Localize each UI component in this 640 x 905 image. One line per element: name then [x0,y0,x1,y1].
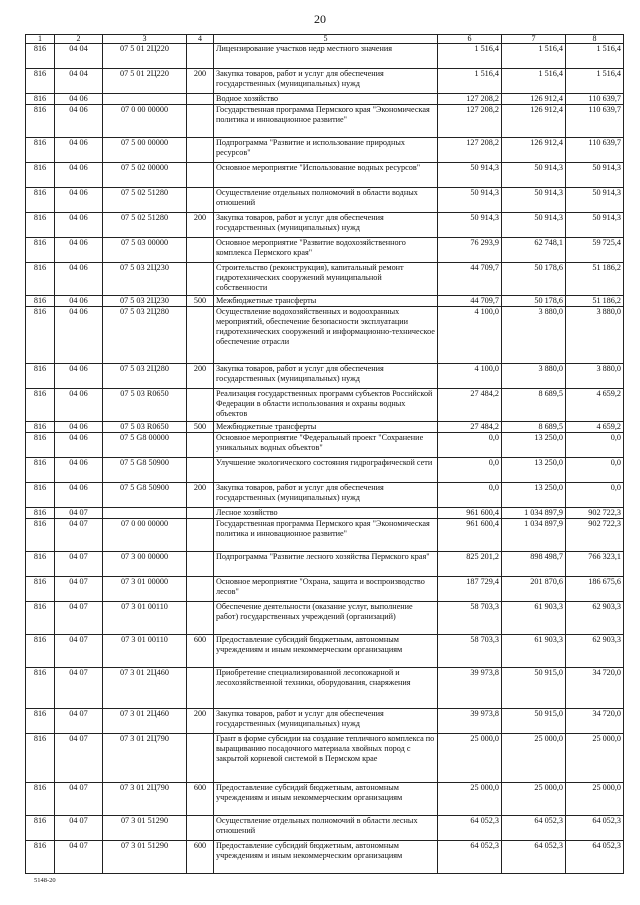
section-code-cell: 04 07 [55,519,103,552]
target-article-cell: 07 0 00 00000 [103,519,187,552]
expense-type-cell: 600 [187,841,214,874]
amount-year1-cell: 58 703,3 [438,602,502,635]
target-article-cell: 07 3 01 2Ц790 [103,734,187,783]
description-cell: Лесное хозяйство [214,508,438,519]
section-code-cell: 04 07 [55,709,103,734]
amount-year1-cell: 58 703,3 [438,635,502,668]
table-row [26,238,624,263]
expense-type-cell [187,307,214,364]
target-article-cell: 07 5 01 2Ц220 [103,44,187,69]
ministry-code-cell: 816 [26,105,55,138]
section-code-cell: 04 06 [55,138,103,163]
target-article-cell: 07 3 01 2Ц460 [103,668,187,709]
amount-year2-cell: 1 034 897,9 [502,508,566,519]
footer-code: 5148-20 [34,877,56,884]
table-row [26,783,624,816]
target-article-cell: 07 3 01 00110 [103,635,187,668]
section-code-cell: 04 06 [55,296,103,307]
amount-year2-cell: 126 912,4 [502,94,566,105]
table-row [26,709,624,734]
description-cell: Основное мероприятие "Охрана, защита и воспроизводство лесов" [214,577,438,602]
target-article-cell: 07 5 03 2Ц280 [103,364,187,389]
target-article-cell: 07 5 G8 50900 [103,458,187,483]
amount-year3-cell: 3 880,0 [566,307,624,364]
amount-year1-cell: 0,0 [438,483,502,508]
target-article-cell: 07 3 01 00000 [103,577,187,602]
target-article-cell: 07 5 02 51280 [103,188,187,213]
expense-type-cell: 200 [187,213,214,238]
column-header: 1 [26,35,55,44]
ministry-code-cell: 816 [26,841,55,874]
amount-year3-cell: 110 639,7 [566,94,624,105]
description-cell: Лицензирование участков недр местного значения [214,44,438,69]
description-cell: Межбюджетные трансферты [214,422,438,433]
amount-year2-cell: 8 689,5 [502,422,566,433]
description-cell: Закупка товаров, работ и услуг для обеспечения государственных (муниципальных) нужд [214,709,438,734]
description-cell: Государственная программа Пермского края "Экономическая политика и инновационное развитие" [214,105,438,138]
amount-year3-cell: 0,0 [566,433,624,458]
amount-year2-cell: 3 880,0 [502,364,566,389]
amount-year1-cell: 50 914,3 [438,213,502,238]
expense-type-cell [187,508,214,519]
amount-year1-cell: 961 600,4 [438,519,502,552]
target-article-cell: 07 3 01 2Ц460 [103,709,187,734]
description-cell: Закупка товаров, работ и услуг для обеспечения государственных (муниципальных) нужд [214,483,438,508]
amount-year1-cell: 127 208,2 [438,105,502,138]
amount-year2-cell: 50 914,3 [502,213,566,238]
section-code-cell: 04 07 [55,783,103,816]
ministry-code-cell: 816 [26,296,55,307]
target-article-cell: 07 5 03 00000 [103,238,187,263]
table-row [26,422,624,433]
table-row [26,94,624,105]
section-code-cell: 04 06 [55,483,103,508]
amount-year2-cell: 3 880,0 [502,307,566,364]
amount-year1-cell: 4 100,0 [438,364,502,389]
amount-year1-cell: 50 914,3 [438,163,502,188]
section-code-cell: 04 06 [55,433,103,458]
description-cell: Закупка товаров, работ и услуг для обеспечения государственных (муниципальных) нужд [214,364,438,389]
target-article-cell: 07 3 01 51290 [103,816,187,841]
description-cell: Обеспечение деятельности (оказание услуг, выполнение работ) государственных учреждений (организаций) [214,602,438,635]
amount-year1-cell: 27 484,2 [438,389,502,422]
ministry-code-cell: 816 [26,668,55,709]
section-code-cell: 04 07 [55,602,103,635]
description-cell: Предоставление субсидий бюджетным, автономным учреждениям и иным некоммерческим организациям [214,635,438,668]
table-row [26,602,624,635]
description-cell: Подпрограмма "Развитие лесного хозяйства Пермского края" [214,552,438,577]
amount-year3-cell: 50 914,3 [566,188,624,213]
amount-year3-cell: 25 000,0 [566,734,624,783]
section-code-cell: 04 07 [55,508,103,519]
table-body [26,44,624,874]
section-code-cell: 04 06 [55,213,103,238]
column-header: 7 [502,35,566,44]
amount-year2-cell: 898 498,7 [502,552,566,577]
ministry-code-cell: 816 [26,816,55,841]
expense-type-cell [187,433,214,458]
amount-year3-cell: 186 675,6 [566,577,624,602]
amount-year3-cell: 0,0 [566,458,624,483]
description-cell: Основное мероприятие "Развитие водохозяйственного комплекса Пермского края" [214,238,438,263]
amount-year3-cell: 110 639,7 [566,138,624,163]
amount-year3-cell: 64 052,3 [566,816,624,841]
table-row [26,263,624,296]
section-code-cell: 04 06 [55,307,103,364]
amount-year3-cell: 0,0 [566,483,624,508]
description-cell: Грант в форме субсидии на создание тепличного комплекса по выращиванию посадочного материала хвойных пород с закрытой корневой системой в Пермском крае [214,734,438,783]
amount-year3-cell: 62 903,3 [566,602,624,635]
amount-year3-cell: 25 000,0 [566,783,624,816]
ministry-code-cell: 816 [26,364,55,389]
section-code-cell: 04 07 [55,635,103,668]
amount-year1-cell: 50 914,3 [438,188,502,213]
target-article-cell: 07 5 00 00000 [103,138,187,163]
section-code-cell: 04 06 [55,263,103,296]
description-cell: Осуществление водохозяйственных и водоохранных мероприятий, обеспечение безопасности эксплуатации гидротехнических сооружений и информационно-техническое обеспечение отрасли [214,307,438,364]
expense-type-cell [187,577,214,602]
section-code-cell: 04 07 [55,577,103,602]
table-row [26,364,624,389]
section-code-cell: 04 06 [55,94,103,105]
amount-year2-cell: 25 000,0 [502,783,566,816]
expense-type-cell [187,105,214,138]
table-row [26,213,624,238]
table-row [26,188,624,213]
table-row [26,519,624,552]
amount-year1-cell: 44 709,7 [438,296,502,307]
target-article-cell: 07 5 02 00000 [103,163,187,188]
target-article-cell: 07 0 00 00000 [103,105,187,138]
amount-year2-cell: 50 915,0 [502,668,566,709]
amount-year2-cell: 13 250,0 [502,483,566,508]
ministry-code-cell: 816 [26,519,55,552]
section-code-cell: 04 06 [55,163,103,188]
section-code-cell: 04 07 [55,816,103,841]
description-cell: Приобретение специализированной лесопожарной и лесохозяйственной техники, оборудования, снаряжения [214,668,438,709]
amount-year3-cell: 902 722,3 [566,519,624,552]
target-article-cell: 07 5 03 R0650 [103,389,187,422]
ministry-code-cell: 816 [26,508,55,519]
section-code-cell: 04 06 [55,458,103,483]
table-row [26,577,624,602]
ministry-code-cell: 816 [26,709,55,734]
amount-year3-cell: 34 720,0 [566,668,624,709]
expense-type-cell [187,163,214,188]
amount-year1-cell: 64 052,3 [438,841,502,874]
column-header: 4 [187,35,214,44]
amount-year3-cell: 51 186,2 [566,263,624,296]
description-cell: Межбюджетные трансферты [214,296,438,307]
expense-type-cell [187,734,214,783]
amount-year2-cell: 126 912,4 [502,138,566,163]
section-code-cell: 04 06 [55,188,103,213]
expense-type-cell: 500 [187,422,214,433]
amount-year2-cell: 50 914,3 [502,163,566,188]
table-row [26,105,624,138]
expense-type-cell [187,816,214,841]
amount-year1-cell: 0,0 [438,458,502,483]
column-header: 6 [438,35,502,44]
expense-type-cell: 500 [187,296,214,307]
amount-year3-cell: 902 722,3 [566,508,624,519]
expense-type-cell: 600 [187,635,214,668]
description-cell: Государственная программа Пермского края "Экономическая политика и инновационное развитие" [214,519,438,552]
amount-year1-cell: 64 052,3 [438,816,502,841]
amount-year2-cell: 50 914,3 [502,188,566,213]
section-code-cell: 04 07 [55,734,103,783]
ministry-code-cell: 816 [26,602,55,635]
ministry-code-cell: 816 [26,69,55,94]
ministry-code-cell: 816 [26,458,55,483]
amount-year1-cell: 44 709,7 [438,263,502,296]
amount-year2-cell: 13 250,0 [502,433,566,458]
amount-year1-cell: 127 208,2 [438,94,502,105]
ministry-code-cell: 816 [26,422,55,433]
expense-type-cell: 200 [187,69,214,94]
amount-year2-cell: 8 689,5 [502,389,566,422]
description-cell: Осуществление отдельных полномочий в области лесных отношений [214,816,438,841]
expense-type-cell [187,668,214,709]
amount-year3-cell: 50 914,3 [566,163,624,188]
amount-year3-cell: 1 516,4 [566,44,624,69]
ministry-code-cell: 816 [26,44,55,69]
expense-type-cell [187,458,214,483]
table-row [26,734,624,783]
target-article-cell: 07 5 03 2Ц280 [103,307,187,364]
amount-year2-cell: 61 903,3 [502,635,566,668]
amount-year3-cell: 766 323,1 [566,552,624,577]
amount-year1-cell: 961 600,4 [438,508,502,519]
ministry-code-cell: 816 [26,188,55,213]
table-row [26,44,624,69]
amount-year3-cell: 50 914,3 [566,213,624,238]
table-row [26,458,624,483]
section-code-cell: 04 06 [55,389,103,422]
expense-type-cell [187,602,214,635]
expense-type-cell [187,552,214,577]
expense-type-cell [187,44,214,69]
expense-type-cell [187,238,214,263]
table-row [26,483,624,508]
table-row [26,433,624,458]
expense-type-cell: 600 [187,783,214,816]
amount-year3-cell: 51 186,2 [566,296,624,307]
column-header: 2 [55,35,103,44]
section-code-cell: 04 04 [55,69,103,94]
amount-year1-cell: 25 000,0 [438,783,502,816]
ministry-code-cell: 816 [26,213,55,238]
section-code-cell: 04 07 [55,668,103,709]
target-article-cell: 07 3 01 2Ц790 [103,783,187,816]
amount-year2-cell: 62 748,1 [502,238,566,263]
amount-year1-cell: 187 729,4 [438,577,502,602]
amount-year1-cell: 39 973,8 [438,709,502,734]
amount-year1-cell: 127 208,2 [438,138,502,163]
expense-type-cell [187,519,214,552]
amount-year1-cell: 1 516,4 [438,44,502,69]
section-code-cell: 04 06 [55,238,103,263]
section-code-cell: 04 07 [55,552,103,577]
amount-year3-cell: 110 639,7 [566,105,624,138]
amount-year2-cell: 201 870,6 [502,577,566,602]
ministry-code-cell: 816 [26,163,55,188]
description-cell: Предоставление субсидий бюджетным, автономным учреждениям и иным некоммерческим организациям [214,841,438,874]
table-row [26,138,624,163]
amount-year2-cell: 126 912,4 [502,105,566,138]
table-row [26,296,624,307]
table-row [26,816,624,841]
table-row [26,508,624,519]
amount-year2-cell: 61 903,3 [502,602,566,635]
description-cell: Водное хозяйство [214,94,438,105]
section-code-cell: 04 06 [55,105,103,138]
amount-year3-cell: 4 659,2 [566,389,624,422]
description-cell: Строительство (реконструкция), капитальный ремонт гидротехнических сооружений муниципальной собственности [214,263,438,296]
target-article-cell: 07 5 03 R0650 [103,422,187,433]
amount-year2-cell: 1 516,4 [502,69,566,94]
amount-year2-cell: 13 250,0 [502,458,566,483]
amount-year2-cell: 64 052,3 [502,841,566,874]
table-row [26,389,624,422]
description-cell: Подпрограмма "Развитие и использование природных ресурсов" [214,138,438,163]
expense-type-cell: 200 [187,483,214,508]
table-row [26,163,624,188]
amount-year3-cell: 62 903,3 [566,635,624,668]
ministry-code-cell: 816 [26,238,55,263]
amount-year3-cell: 34 720,0 [566,709,624,734]
amount-year2-cell: 1 516,4 [502,44,566,69]
expense-type-cell [187,188,214,213]
amount-year1-cell: 27 484,2 [438,422,502,433]
amount-year3-cell: 64 052,3 [566,841,624,874]
description-cell: Основное мероприятие "Федеральный проект "Сохранение уникальных водных объектов" [214,433,438,458]
section-code-cell: 04 07 [55,841,103,874]
target-article-cell: 07 5 01 2Ц220 [103,69,187,94]
target-article-cell: 07 5 02 51280 [103,213,187,238]
description-cell: Улучшение экологического состояния гидрографической сети [214,458,438,483]
budget-table [25,34,624,874]
column-header: 8 [566,35,624,44]
ministry-code-cell: 816 [26,635,55,668]
target-article-cell: 07 3 01 51290 [103,841,187,874]
target-article-cell: 07 5 G8 00000 [103,433,187,458]
amount-year1-cell: 1 516,4 [438,69,502,94]
amount-year1-cell: 76 293,9 [438,238,502,263]
section-code-cell: 04 06 [55,364,103,389]
target-article-cell: 07 3 01 00110 [103,602,187,635]
table-row [26,552,624,577]
amount-year2-cell: 50 178,6 [502,263,566,296]
section-code-cell: 04 06 [55,422,103,433]
ministry-code-cell: 816 [26,552,55,577]
target-article-cell: 07 3 00 00000 [103,552,187,577]
ministry-code-cell: 816 [26,577,55,602]
column-header: 3 [103,35,187,44]
amount-year2-cell: 50 915,0 [502,709,566,734]
amount-year3-cell: 1 516,4 [566,69,624,94]
target-article-cell: 07 5 03 2Ц230 [103,263,187,296]
amount-year2-cell: 25 000,0 [502,734,566,783]
amount-year1-cell: 0,0 [438,433,502,458]
column-header: 5 [214,35,438,44]
target-article-cell [103,94,187,105]
ministry-code-cell: 816 [26,433,55,458]
table-row [26,307,624,364]
amount-year1-cell: 25 000,0 [438,734,502,783]
amount-year3-cell: 59 725,4 [566,238,624,263]
expense-type-cell: 200 [187,364,214,389]
ministry-code-cell: 816 [26,263,55,296]
amount-year2-cell: 64 052,3 [502,816,566,841]
amount-year1-cell: 39 973,8 [438,668,502,709]
ministry-code-cell: 816 [26,783,55,816]
expense-type-cell: 200 [187,709,214,734]
ministry-code-cell: 816 [26,734,55,783]
target-article-cell: 07 5 03 2Ц230 [103,296,187,307]
target-article-cell [103,508,187,519]
amount-year1-cell: 4 100,0 [438,307,502,364]
description-cell: Основное мероприятие "Использование водных ресурсов" [214,163,438,188]
page-number: 20 [314,12,326,26]
description-cell: Закупка товаров, работ и услуг для обеспечения государственных (муниципальных) нужд [214,213,438,238]
target-article-cell: 07 5 G8 50900 [103,483,187,508]
amount-year3-cell: 4 659,2 [566,422,624,433]
table-header-row [26,35,624,44]
description-cell: Закупка товаров, работ и услуг для обеспечения государственных (муниципальных) нужд [214,69,438,94]
table-row [26,841,624,874]
table-row [26,635,624,668]
amount-year2-cell: 50 178,6 [502,296,566,307]
ministry-code-cell: 816 [26,138,55,163]
amount-year3-cell: 3 880,0 [566,364,624,389]
description-cell: Предоставление субсидий бюджетным, автономным учреждениям и иным некоммерческим организациям [214,783,438,816]
expense-type-cell [187,138,214,163]
table-row [26,668,624,709]
description-cell: Реализация государственных программ субъектов Российской Федерации в области использования и охраны водных объектов [214,389,438,422]
section-code-cell: 04 04 [55,44,103,69]
ministry-code-cell: 816 [26,307,55,364]
ministry-code-cell: 816 [26,483,55,508]
amount-year2-cell: 1 034 897,9 [502,519,566,552]
table-row [26,69,624,94]
amount-year1-cell: 825 201,2 [438,552,502,577]
expense-type-cell [187,389,214,422]
ministry-code-cell: 816 [26,389,55,422]
ministry-code-cell: 816 [26,94,55,105]
expense-type-cell [187,263,214,296]
expense-type-cell [187,94,214,105]
description-cell: Осуществление отдельных полномочий в области водных отношений [214,188,438,213]
